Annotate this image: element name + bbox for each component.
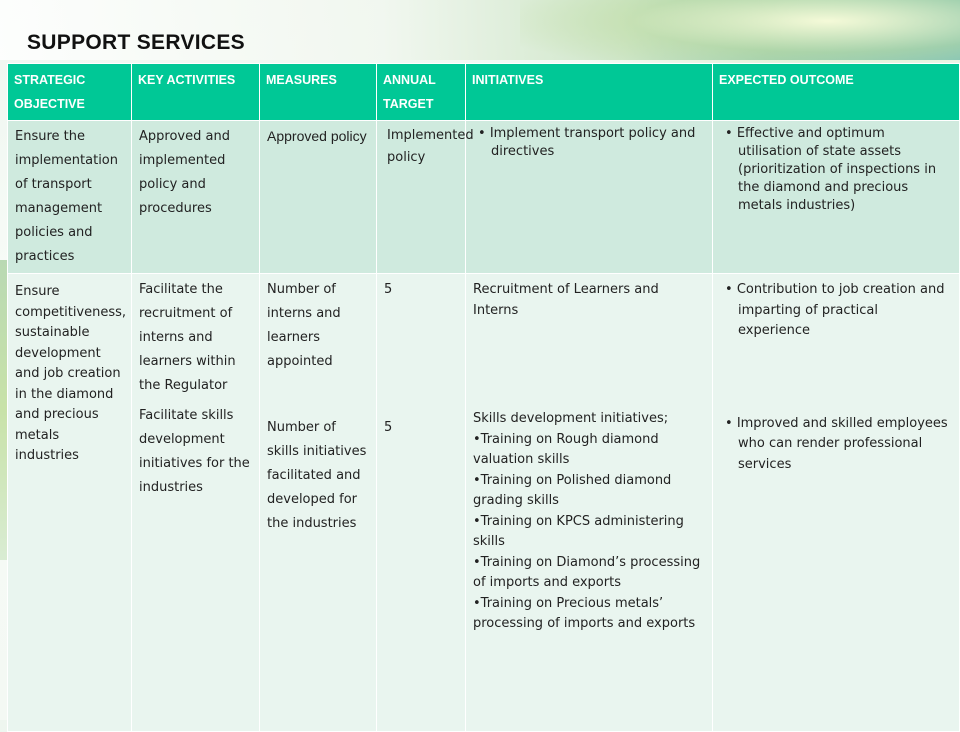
cell-target: Implemented policy	[377, 121, 466, 274]
initiative-skills-heading: Skills development initiatives;	[473, 411, 669, 426]
page-title: SUPPORT SERVICES	[27, 31, 245, 54]
list-item: •Training on KPCS administering skills	[473, 513, 684, 549]
list-item: • Effective and optimum utilisation of state assets (prioritization of inspections in the diamond and precious metals industries)	[725, 126, 937, 213]
header-initiatives: INITIATIVES	[466, 64, 713, 121]
header-key-activities: KEY ACTIVITIES	[132, 64, 260, 121]
activity-recruitment: Facilitate the recruitment of interns and learners within the Regulator	[139, 282, 236, 393]
activity-skills: Facilitate skills development initiatives for the industries	[139, 408, 250, 495]
target-skills: 5	[384, 420, 393, 435]
table-row	[8, 121, 960, 274]
initiative-recruitment: Recruitment of Learners and Interns	[473, 282, 659, 318]
initiative-text: Implement transport policy and directives	[489, 126, 696, 159]
outcome-skilled-employees: Improved and skilled employees who can render professional services	[736, 415, 948, 472]
cell-objective: Ensure the implementation of transport management policies and practices	[8, 121, 132, 274]
target-interns: 5	[384, 282, 393, 297]
outcome-text: Effective and optimum utilisation of state assets (prioritization of inspections in the diamond and precious metals industries)	[736, 126, 937, 213]
measure-skills: Number of skills initiatives facilitated and developed for the industries	[267, 420, 367, 531]
list-item: • Improved and skilled employees who can render professional services	[725, 415, 948, 472]
header-expected-outcome: EXPECTED OUTCOME	[713, 64, 960, 121]
cell-initiative	[466, 121, 713, 274]
header-glow	[520, 0, 960, 70]
cell-measures	[260, 274, 377, 732]
list-item: • Contribution to job creation and imparting of practical experience	[725, 282, 945, 338]
table-row	[8, 274, 960, 732]
measure-interns: Number of interns and learners appointed	[267, 282, 341, 369]
list-item: •Training on Precious metals’ processing of imports and exports	[473, 595, 696, 631]
header-strategic-objective: STRATEGIC OBJECTIVE	[8, 64, 132, 121]
support-services-table	[7, 63, 960, 732]
cell-activities: Approved and implemented policy and procedures	[132, 121, 260, 274]
cell-activities	[132, 274, 260, 732]
cell-outcomes	[713, 274, 960, 732]
header-measures: MEASURES	[260, 64, 377, 121]
header-annual-target: ANNUAL TARGET	[377, 64, 466, 121]
outcome-job-creation: Contribution to job creation and imparting of practical experience	[736, 282, 945, 338]
cell-outcome	[713, 121, 960, 274]
cell-measures: Approved policy	[260, 121, 377, 274]
list-item: • Implement transport policy and directives	[478, 126, 696, 159]
cell-target	[377, 274, 466, 732]
list-item: •Training on Rough diamond valuation skills	[473, 431, 659, 467]
list-item: •Training on Polished diamond grading skills	[473, 472, 672, 508]
list-item: •Training on Diamond’s processing of imports and exports	[473, 554, 701, 590]
table-header-row	[8, 64, 960, 121]
cell-objective: Ensure competitiveness, sustainable development and job creation in the diamond and precious metals industries	[8, 274, 132, 732]
cell-initiatives	[466, 274, 713, 732]
